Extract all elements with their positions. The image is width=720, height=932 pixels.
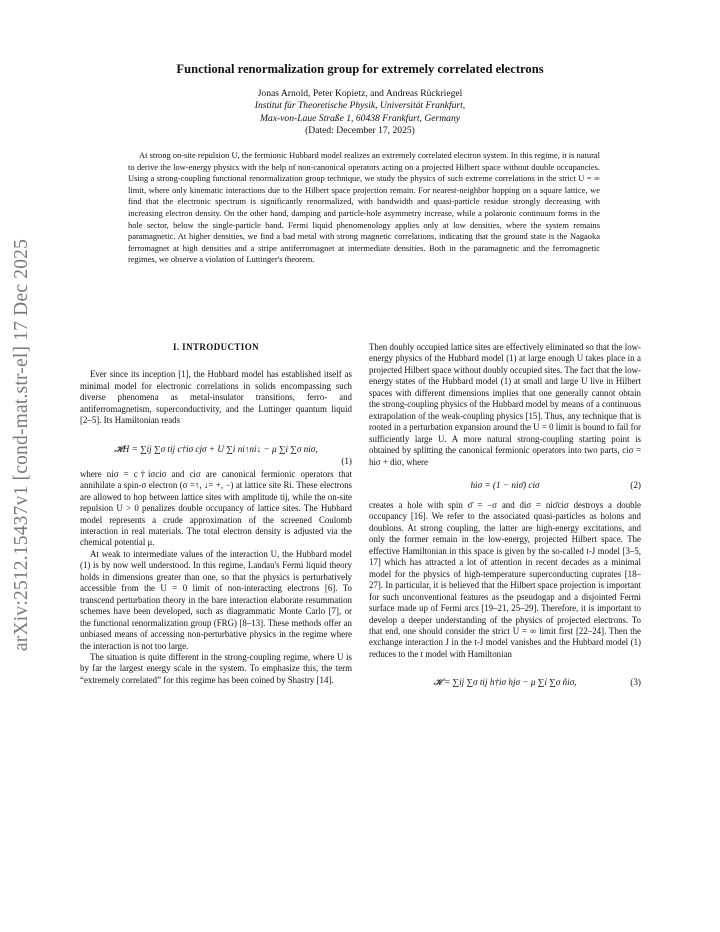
left-column — [80, 342, 352, 686]
arxiv-side-identifier: arXiv:2512.15437v1 [cond-mat.str-el] 17 Dec 2025 — [11, 238, 32, 652]
abstract — [128, 150, 600, 266]
equation-number: (3) — [630, 677, 641, 688]
equation-body: 𝓗 = ∑ij ∑σ tij h†iσ hjσ − μ ∑i ∑σ ñiσ, — [433, 677, 577, 688]
abstract-text: At strong on-site repulsion U, the fermionic Hubbard model realizes an extremely correlated electron system. In this regime, it is natural to derive the low-energy physics with the help of non-canonical operators acting on a projected Hilbert space without double occupancies. Using a strong-coupling functional renormalization group technique, we study the physics of such extreme correlations in the strict U = ∞ limit, where only kinematic interactions due to the Hilbert space projection remain. For nearest-neighbor hopping on a square lattice, we find that the electronic spectrum is significantly renormalized, with bandwidth and quasi-particle residue strongly decreasing with increasing electron density. On the other hand, damping and particle-hole asymmetry increase, while a polaronic continuum forms in the hole sector, below the single-particle band. Fermi liquid phenomenology applies only at low densities, where the system remains paramagnetic. At higher densities, we find a bad metal with strong magnetic correlations, indicating that the ground state is the Nagaoka ferromagnet at high densities and a stripe antiferromagnet at intermediate densities. Both in the paramagnetic and the ferromagnetic regimes, we observe a violation of Luttinger's theorem. — [128, 150, 600, 265]
paragraph: creates a hole with spin σ̄ = −σ and diσ = niσ̄ciσ destroys a double occupancy [16]. We refer to the associated quasi-particles as holons and doublons. At strong coupling, the latter are high-energy excitations, and only the former remain in the low-energy, projected Hilbert space. The effective Hamiltonian in this space is given by the so-called t-J model [3–5, 17] which has attracted a lot of attention in recent decades as a minimal model for the physics of high-temperature superconducting cuprates [18–27]. In particular, it is believed that the Hilbert space projection is important for such unconventional features as the pseudogap and a disjointed Fermi surface made up of Fermi arcs [19–21, 25–29]. Therefore, it is important to develop a deeper understanding of the physics of projected electrons. To that end, one should consider the strict U = ∞ limit first [22–24]. Then the exchange interaction J in the t-J model vanishes and the Hubbard model (1) reduces to the t model with Hamiltonian — [369, 499, 641, 659]
right-column — [369, 342, 641, 702]
date-line: (Dated: December 17, 2025) — [305, 125, 415, 137]
equation-number: (2) — [630, 479, 641, 490]
paragraph: Ever since its inception [1], the Hubbard model has established itself as minimal model for electronic correlations in solids encompassing such diverse phenomena as metal-insulator transitions, ferro- and antiferromagnetism, superconductivity, and the Luttinger quantum liquid [2–5]. Its Hamiltonian reads — [80, 369, 352, 426]
author-names: Jonas Arnold, Peter Kopietz, and Andreas Rückriegel — [257, 88, 463, 99]
section-heading: I. INTRODUCTION — [172, 342, 259, 352]
paper-title: Functional renormalization group for extremely correlated electrons — [176, 62, 544, 76]
equation-2 — [369, 475, 641, 495]
equation-1 — [80, 435, 352, 466]
equation-body: 𝓗H = ∑ij ∑σ tij c†iσ cjσ + U ∑i ni↑ni↓ − μ ∑i ∑σ niσ, — [114, 443, 318, 454]
affiliation-line-2: Max-von-Laue Straße 1, 60438 Frankfurt, Germany — [259, 112, 461, 124]
paragraph: The situation is quite different in the strong-coupling regime, where U is by far the largest energy scale in the system. To emphasize this, the term “extremely correlated” for this regime has been coined by Shastry [14]. — [80, 651, 352, 685]
paragraph: Then doubly occupied lattice sites are effectively eliminated so that the low-energy physics of the Hubbard model (1) at large enough U takes place in a projected Hilbert space without doubly occupied sites. The fact that the low-energy states of the Hubbard model (1) at small and large U live in Hilbert spaces with different dimensions implies that one generally cannot obtain the strong-coupling physics of the Hubbard model by means of a continuous extrapolation of the weak-coupling physics [15]. Thus, any technique that is rooted in a perturbation expansion around the U = 0 limit is bound to fail for sufficiently large U. A more natural strong-coupling starting point is obtained by splitting the canonical fermionic operators into two parts, ciσ = hiσ + diσ, where — [369, 342, 641, 467]
paragraph: where niσ = c†iσciσ and ciσ are canonical fermionic operators that annihilate a spin-σ electron (σ =↑, ↓= +, −) at lattice site Ri. These electrons are allowed to hop between lattice sites with amplitude tij, while the on-site repulsion U > 0 penalizes double occupancy of lattice sites. The Hubbard model represents a crude approximation of the screened Coulomb interaction in real materials. The total electron density is adjusted via the chemical potential μ. — [80, 468, 352, 548]
paragraph: At weak to intermediate values of the interaction U, the Hubbard model (1) is by now well understood. In this regime, Landau's Fermi liquid theory holds in dimensions greater than one, so that the physics is perturbatively accessible from the U = 0 limit of non-interacting electrons [6]. To transcend perturbation theory in the bare interaction elaborate resummation schemes have been developed, such as diagrammatic Monte Carlo [7], or the functional renormalization group (FRG) [8–13]. These methods offer an unbiased means of accessing non-perturbative physics in the regime where the interaction is not too large. — [80, 548, 352, 651]
equation-number: (1) — [341, 455, 352, 466]
author-block — [0, 88, 720, 138]
equation-body: hiσ = (1 − niσ̄) ciσ — [470, 479, 540, 490]
equation-3 — [369, 668, 641, 696]
affiliation-line-1: Institut für Theoretische Physik, Universität Frankfurt, — [254, 100, 466, 112]
